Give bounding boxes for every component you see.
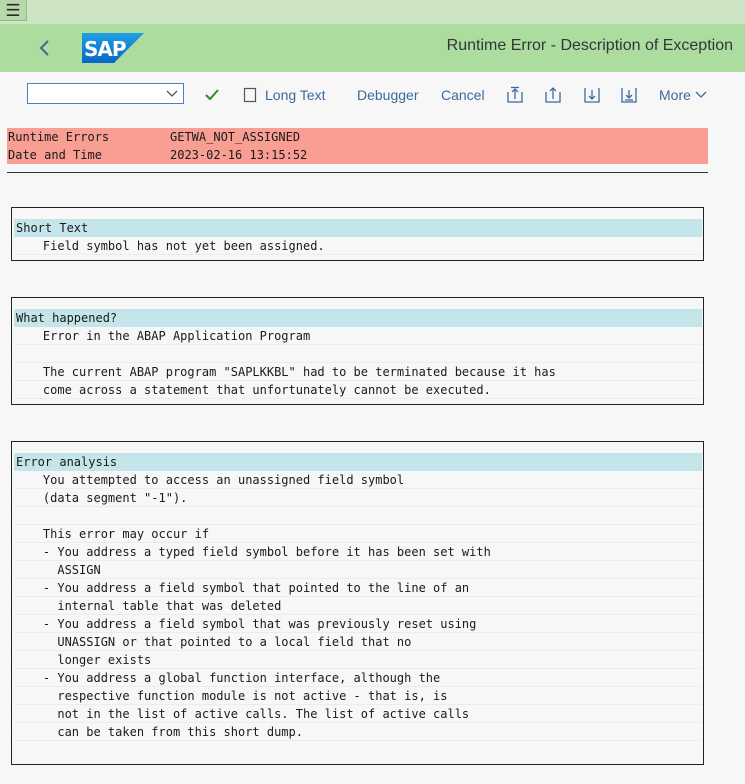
chevron-left-icon — [38, 39, 52, 57]
debugger-label: Debugger — [357, 87, 419, 103]
first-page-icon — [506, 86, 524, 104]
section-title: What happened? — [14, 309, 702, 327]
cancel-button[interactable] — [441, 84, 485, 106]
header-label: Date and Time — [8, 148, 102, 162]
section-line: - You address a field symbol that was previously reset using — [14, 615, 702, 633]
more-button[interactable] — [659, 84, 707, 106]
last-page-icon — [620, 86, 638, 104]
section-title: Error analysis — [14, 453, 702, 471]
error-analysis-section — [11, 441, 704, 765]
section-line: This error may occur if — [14, 525, 702, 543]
what-happened-section — [11, 297, 704, 405]
error-header-row — [7, 128, 708, 146]
section-line — [14, 345, 702, 363]
section-line: ASSIGN — [14, 561, 702, 579]
section-line: UNASSIGN or that pointed to a local field that no — [14, 633, 702, 651]
checkmark-icon — [204, 88, 220, 102]
section-line: come across a statement that unfortunately cannot be executed. — [14, 381, 702, 399]
section-line: Error in the ABAP Application Program — [14, 327, 702, 345]
sap-logo — [82, 33, 144, 68]
section-line: respective function module is not active - that is, is — [14, 687, 702, 705]
section-line: Field symbol has not yet been assigned. — [14, 237, 702, 255]
command-field[interactable] — [27, 83, 184, 104]
section-line: - You address a typed field symbol before it has been set with — [14, 543, 702, 561]
header-value: GETWA_NOT_ASSIGNED — [170, 130, 301, 144]
section-line: - You address a global function interface, although the — [14, 669, 702, 687]
first-page-button[interactable] — [506, 84, 524, 106]
long-text-label: Long Text — [265, 87, 326, 103]
dump-content — [0, 119, 745, 784]
next-page-icon — [583, 86, 601, 104]
command-input[interactable] — [28, 84, 169, 103]
cancel-label: Cancel — [441, 87, 485, 103]
chevron-down-icon[interactable] — [165, 85, 179, 102]
more-label: More — [659, 87, 691, 103]
header-divider — [7, 172, 708, 173]
next-page-button[interactable] — [583, 84, 601, 106]
logo-text: SAP — [84, 37, 126, 61]
section-line: not in the list of active calls. The list of active calls — [14, 705, 702, 723]
menu-icon[interactable]: ☰ — [0, 0, 27, 21]
section-line: can be taken from this short dump. — [14, 723, 702, 741]
page-title: Runtime Error - Description of Exception — [446, 37, 733, 54]
document-icon — [243, 87, 257, 103]
enter-button[interactable] — [204, 84, 220, 106]
section-line: You attempted to access an unassigned field symbol — [14, 471, 702, 489]
section-line: longer exists — [14, 651, 702, 669]
section-line: The current ABAP program "SAPLKKBL" had to be terminated because it has — [14, 363, 702, 381]
section-line: internal table that was deleted — [14, 597, 702, 615]
debugger-button[interactable] — [357, 84, 419, 106]
section-line: - You address a field symbol that pointed to the line of an — [14, 579, 702, 597]
last-page-button[interactable] — [620, 84, 638, 106]
previous-page-button[interactable] — [544, 84, 562, 106]
header-label: Runtime Errors — [8, 130, 110, 144]
back-button[interactable] — [30, 33, 60, 63]
chevron-down-icon — [695, 91, 707, 99]
header-value: 2023-02-16 13:15:52 — [170, 148, 308, 162]
error-header — [7, 128, 708, 164]
section-line: (data segment "-1"). — [14, 489, 702, 507]
previous-page-icon — [544, 86, 562, 104]
section-title: Short Text — [14, 219, 702, 237]
title-bar — [0, 24, 745, 72]
section-line — [14, 507, 702, 525]
toolbar — [0, 72, 745, 119]
menu-strip — [0, 0, 745, 24]
error-header-row — [7, 146, 708, 164]
short-text-section — [11, 207, 704, 261]
long-text-button[interactable] — [243, 84, 325, 106]
